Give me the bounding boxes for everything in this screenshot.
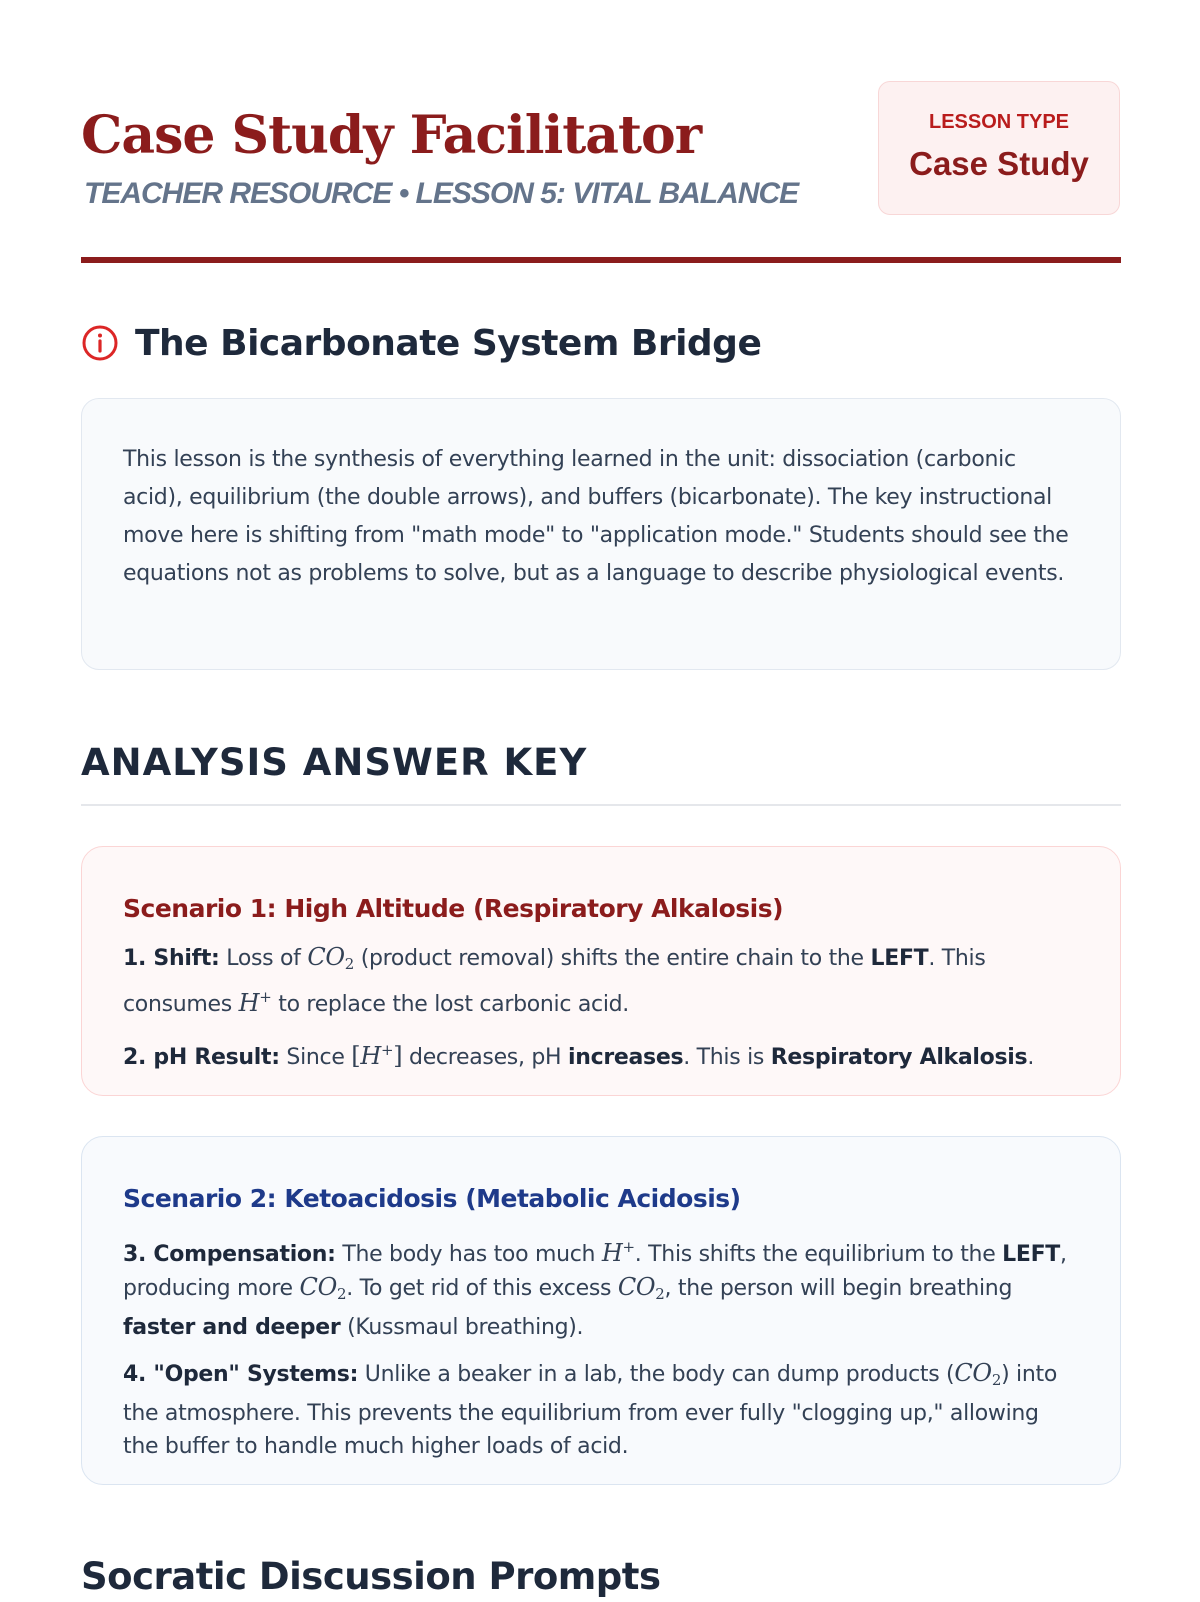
scenario-1-card: [81, 846, 1121, 1096]
header-divider: [81, 257, 1121, 263]
answer-text: Since: [279, 1045, 352, 1070]
answer-compensation: [123, 1231, 1080, 1344]
answer-label: 2. pH Result:: [123, 1045, 280, 1070]
answer-text: .: [1027, 1045, 1035, 1070]
answer-emphasis: increases: [567, 1045, 684, 1070]
co2-formula: $CO_2$: [954, 1359, 1002, 1389]
lesson-type-value: Case Study: [909, 145, 1089, 182]
answer-text: . This consumes: [123, 946, 986, 1017]
page-subtitle: TEACHER RESOURCE • LESSON 5: VITAL BALANCE: [84, 177, 799, 210]
intro-callout: [81, 398, 1121, 670]
answer-text: decreases, pH: [402, 1045, 568, 1070]
co2-formula: $CO_2$: [617, 1273, 665, 1303]
answer-label: 3. Compensation:: [123, 1242, 336, 1267]
co2-formula: $CO_2$: [299, 1273, 347, 1303]
scenario-1-title: Scenario 1: High Altitude (Respiratory Alkalosis): [123, 894, 783, 923]
answer-label: 1. Shift:: [123, 946, 220, 971]
h-plus-formula: H+: [238, 988, 272, 1017]
intro-body: This lesson is the synthesis of everything learned in the unit: dissociation (carbonic acid), equilibrium (the double arrows), and buffers (bicarbonate). The key instructional move here is shifting from "math mode" to "application mode." Students should see the equations not as problems to solve, but as a language to describe physiological events.: [123, 447, 1069, 586]
answer-text: to replace the lost carbonic acid.: [271, 992, 630, 1017]
lesson-type-badge: [878, 81, 1120, 215]
answer-text: The body has too much: [335, 1242, 602, 1267]
answer-text: (product removal) shifts the entire chain to the: [354, 946, 871, 971]
scenario-2-title: Scenario 2: Ketoacidosis (Metabolic Acidosis): [123, 1184, 741, 1213]
answer-text: . This is: [683, 1045, 771, 1070]
answer-text: Loss of: [219, 946, 308, 971]
answer-text: Unlike a beaker in a lab, the body can dump products (: [358, 1362, 955, 1387]
answer-text: (Kussmaul breathing).: [340, 1315, 584, 1340]
info-circle-icon: [81, 324, 119, 362]
answer-ph-result: [123, 1034, 1080, 1074]
answer-text: . This shifts the equilibrium to the: [634, 1242, 1003, 1267]
page-header: [81, 80, 1121, 260]
intro-title: The Bicarbonate System Bridge: [135, 323, 762, 364]
analysis-divider: [81, 804, 1121, 806]
answer-label: 4. "Open" Systems:: [123, 1362, 359, 1387]
answer-open-systems: [123, 1357, 1080, 1463]
scenario-2-card: [81, 1136, 1121, 1485]
answer-emphasis: faster and deeper: [123, 1315, 341, 1340]
h-plus-formula: H+: [601, 1238, 635, 1267]
h-plus-concentration-formula: [H+]: [351, 1041, 403, 1070]
answer-text: , the person will begin breathing: [664, 1276, 1013, 1301]
answer-emphasis: LEFT: [1002, 1242, 1061, 1267]
answer-text: , producing more: [123, 1242, 1067, 1301]
answer-text: . To get rid of this excess: [346, 1276, 618, 1301]
lesson-type-label: LESSON TYPE: [928, 111, 1070, 133]
co2-formula: $CO_2$: [307, 943, 355, 973]
answer-emphasis: Respiratory Alkalosis: [770, 1045, 1028, 1070]
answer-shift: [123, 941, 1080, 1021]
answer-emphasis: LEFT: [870, 946, 929, 971]
answer-text: ) into the atmosphere. This prevents the equilibrium from ever fully "clogging up," allowing the buffer to handle much higher loads of acid.: [123, 1362, 1057, 1459]
page-title: Case Study Facilitator: [81, 105, 702, 166]
analysis-title: ANALYSIS ANSWER KEY: [81, 741, 588, 784]
socratic-title: Socratic Discussion Prompts: [81, 1555, 661, 1598]
